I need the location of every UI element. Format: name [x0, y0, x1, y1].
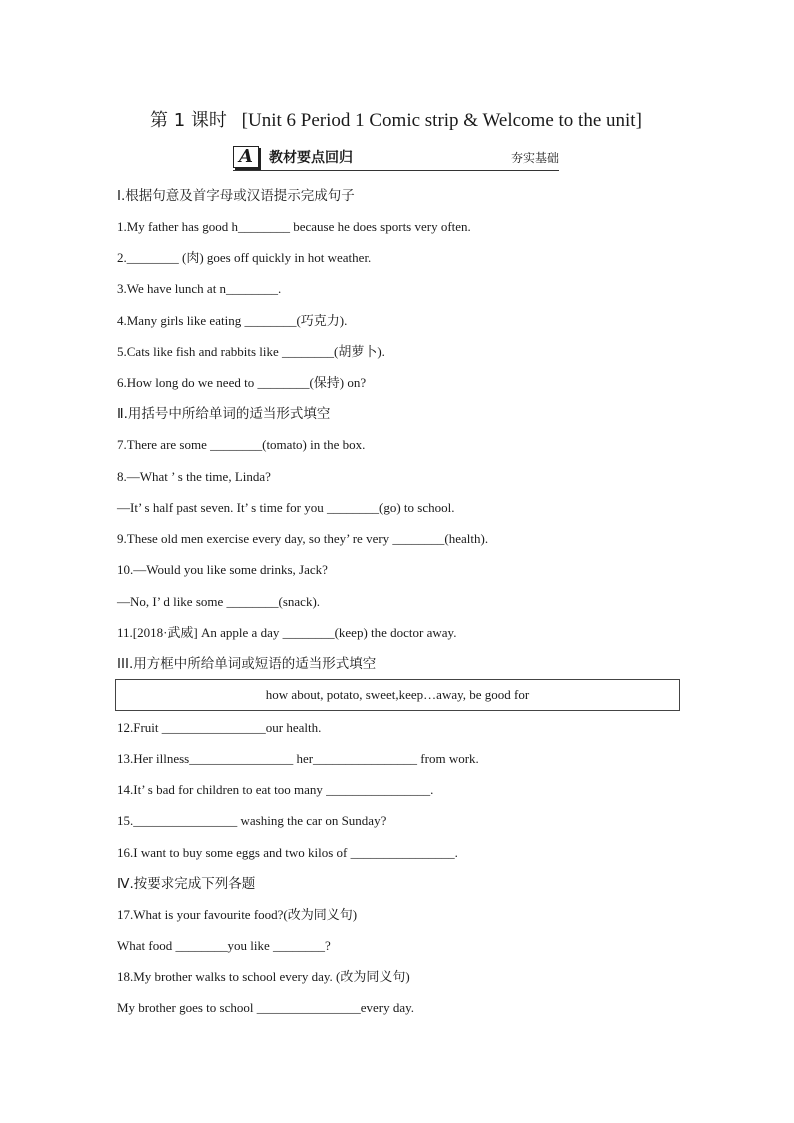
question-line: 1.My father has good h________ because he does sports very often. [117, 219, 471, 234]
question-line: 2.________ (肉) goes off quickly in hot weather. [117, 250, 372, 265]
question-line: 10.—Would you like some drinks, Jack? [117, 562, 328, 577]
question-line: 13.Her illness________________ her________________ from work. [117, 751, 479, 766]
question-line: —It’ s half past seven. It’ s time for you ________(go) to school. [117, 500, 455, 515]
section-tag: 夯实基础 [510, 151, 559, 165]
question-line: 12.Fruit ________________our health. [117, 720, 322, 735]
question-line: 14.It’ s bad for children to eat too many ________________. [117, 782, 434, 797]
question-line: 15.________________ washing the car on Sunday? [117, 813, 387, 828]
section-heading: Ⅱ.用括号中所给单词的适当形式填空 [117, 406, 331, 422]
section-badge-icon: A [233, 146, 259, 168]
unit-label: [Unit 6 Period 1 Comic strip & Welcome to the unit] [241, 110, 642, 131]
question-line: 6.How long do we need to ________(保持) on? [117, 375, 367, 390]
lesson-label: 第 1 课时 [150, 110, 227, 131]
question-line: My brother goes to school ________________every day. [117, 1000, 415, 1015]
question-line: —No, I’ d like some ________(snack). [117, 594, 321, 609]
section-heading: III.用方框中所给单词或短语的适当形式填空 [117, 656, 377, 672]
page-title [150, 106, 642, 132]
question-line: 3.We have lunch at n________. [117, 281, 282, 296]
question-line: 17.What is your favourite food?(改为同义句) [117, 907, 358, 922]
question-line: 4.Many girls like eating ________(巧克力). [117, 313, 348, 328]
question-line: 11.[2018·武威] An apple a day ________(keep) the doctor away. [117, 625, 457, 640]
section-header [233, 146, 559, 171]
question-line: 8.—What ’ s the time, Linda? [117, 469, 271, 484]
question-line: 7.There are some ________(tomato) in the box. [117, 437, 366, 452]
question-line: 5.Cats like fish and rabbits like ________(胡萝卜). [117, 344, 385, 359]
section-heading: Ⅳ.按要求完成下列各题 [117, 876, 256, 892]
question-line: 16.I want to buy some eggs and two kilos of ________________. [117, 845, 458, 860]
question-line: What food ________you like ________? [117, 938, 331, 953]
question-line: 9.These old men exercise every day, so they’ re very ________(health). [117, 531, 489, 546]
section-title: 教材要点回归 [269, 150, 353, 166]
question-line: 18.My brother walks to school every day. (改为同义句) [117, 969, 410, 984]
section-heading: Ⅰ.根据句意及首字母或汉语提示完成句子 [117, 188, 355, 204]
word-box: how about, potato, sweet,keep…away, be good for [115, 679, 680, 711]
